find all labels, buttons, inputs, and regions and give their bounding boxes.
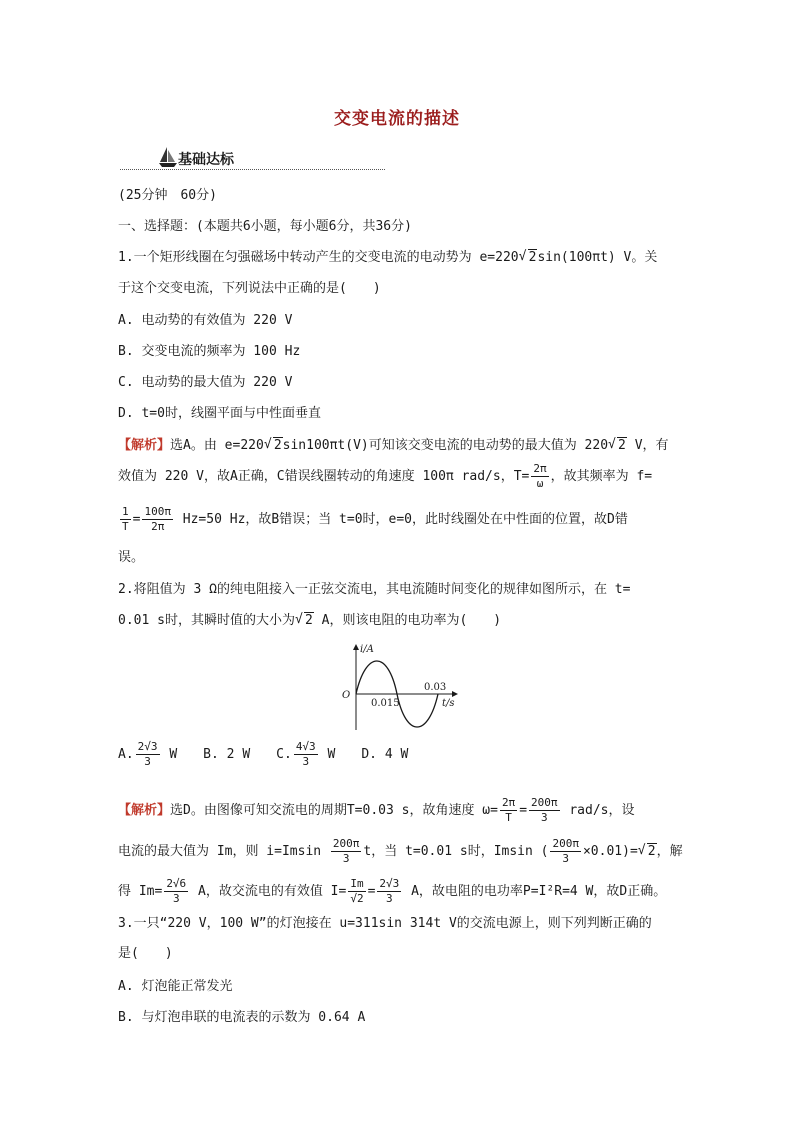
q1-option-c: C. 电动势的最大值为 220 V bbox=[118, 375, 293, 390]
analysis-tag: 【解析】 bbox=[118, 803, 171, 818]
x-axis-arrow bbox=[452, 691, 458, 697]
tick-label-0015: 0.015 bbox=[371, 698, 400, 709]
q1-stem-line1: 1.一个矩形线圈在匀强磁场中转动产生的交变电流的电动势为 e=220√ 2sin(100πt) V。关 bbox=[118, 248, 657, 268]
y-axis-arrow bbox=[353, 644, 359, 650]
q1-stem-line2: 于这个交变电流，下列说法中正确的是( ) bbox=[118, 281, 381, 296]
q3-option-b: B. 与灯泡串联的电流表的示数为 0.64 A bbox=[118, 1010, 366, 1025]
dotted-divider bbox=[120, 169, 385, 170]
sqrt-symbol: √ 2 bbox=[519, 248, 538, 268]
q2-analysis-line1: 【解析】选D。由图像可知交流电的周期T=0.03 s，故角速度 ω= $\frac{2\pi}{T}$ = $\frac{200\pi}{3}$ rad/s，设 bbox=[118, 796, 635, 824]
fraction: $\frac{2\pi}{\omega}$ bbox=[533, 462, 547, 490]
q3-stem-line2: 是( ) bbox=[118, 946, 173, 961]
q3-stem-line1: 3.一只“220 V，100 W”的灯泡接在 u=311sin 314t V的交流电源上，则下列判断正确的 bbox=[118, 916, 652, 931]
q2-stem-line2: 0.01 s时，其瞬时值的大小为√ 2 A，则该电阻的电功率为( ) bbox=[118, 611, 501, 631]
page-title: 交变电流的描述 bbox=[334, 109, 460, 129]
q1-analysis-line1: 【解析】选A。由 e=220√ 2sin100πt(V)可知该交变电流的电动势的最大值为 220√ 2 V，有 bbox=[118, 436, 669, 456]
q2-options: A. $\frac{2√3}{3}$ W B. 2 W C. $\frac{4√3}{3}$ W D. 4 W bbox=[118, 740, 409, 768]
q1-analysis-line2: 效值为 220 V，故A正确，C错误线圈转动的角速度 100π rad/s，T= $\frac{2\pi}{\omega}$ ，故其频率为 f= bbox=[118, 462, 653, 490]
q3-option-a: A. 灯泡能正常发光 bbox=[118, 979, 233, 994]
origin-label: O bbox=[342, 690, 351, 701]
q2-stem-line1: 2.将阻值为 3 Ω的纯电阻接入一正弦交流电，其电流随时间变化的规律如图所示，在 t= bbox=[118, 582, 631, 597]
q2-analysis-line3: 得 Im= $\frac{2√6}{3}$ A，故交流电的有效值 I= $\frac{Im}{√2}$ = $\frac{2√3}{3}$ A，故电阻的电功率P=I²R=4 W，故D正确。 bbox=[118, 877, 667, 905]
x-axis-label: t/s bbox=[442, 698, 455, 709]
q1-option-d: D. t=0时，线圈平面与中性面垂直 bbox=[118, 406, 321, 421]
q1-option-b: B. 交变电流的频率为 100 Hz bbox=[118, 344, 301, 359]
part-header: 一、选择题：(本题共6小题，每小题6分，共36分) bbox=[118, 219, 412, 234]
section-header bbox=[120, 146, 385, 172]
current-time-graph bbox=[336, 640, 466, 736]
q1-analysis-line4: 误。 bbox=[118, 550, 145, 565]
time-info: (25分钟 60分) bbox=[118, 188, 217, 203]
q1-option-a: A. 电动势的有效值为 220 V bbox=[118, 313, 293, 328]
q2-analysis-line2: 电流的最大值为 Im，则 i=Imsin $\frac{200\pi}{3}$ t，当 t=0.01 s时，Imsin ( $\frac{200\pi}{3}$ ×0.01)=√ 2，解 bbox=[118, 837, 683, 866]
analysis-tag: 【解析】 bbox=[118, 438, 171, 453]
sailboat-icon bbox=[158, 146, 178, 168]
section-label: 基础达标 bbox=[178, 152, 234, 168]
q1-analysis-line3: $\frac{1}{T}$ = $\frac{100\pi}{2\pi}$ Hz=50 Hz，故B错误；当 t=0时，e=0，此时线圈处在中性面的位置，故D错 bbox=[122, 505, 628, 533]
y-axis-label: i/A bbox=[360, 644, 374, 655]
tick-label-003: 0.03 bbox=[424, 682, 447, 693]
